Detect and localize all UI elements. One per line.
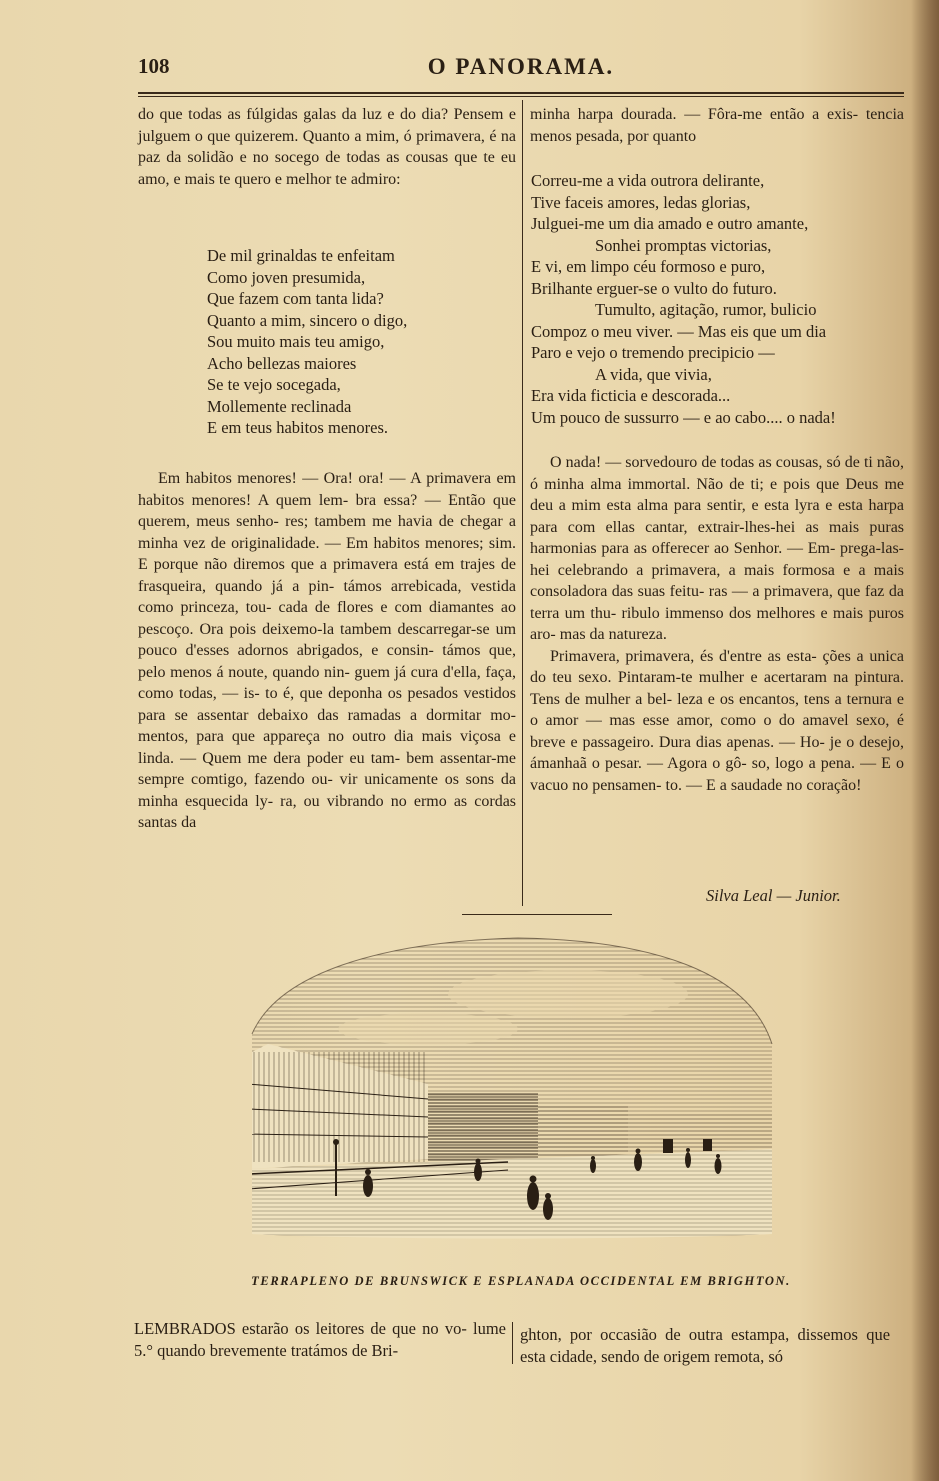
text-line: támos arrebicada, vestida como princeza, tou- <box>138 577 517 616</box>
poem-line: Que fazem com tanta lida? <box>207 289 384 308</box>
text-line: sim. E porque não diremos que a primavera <box>138 534 517 573</box>
left-poem <box>207 245 407 439</box>
text-line: viçosa e linda. — Quem me dera poder eu tam- <box>138 728 517 767</box>
text-line: ghton, por occasião de outra estampa, dissemos <box>520 1325 858 1344</box>
text-line: ra, ou vibrando no ermo as cordas santas da <box>138 792 517 831</box>
text-line: bem assentar-me sempre comtigo, fazendo ou- <box>138 749 516 788</box>
poem-line: Um pouco de sussurro — e ao cabo.... o nada! <box>531 407 836 427</box>
column-divider-bottom <box>512 1322 513 1364</box>
text-line: mim, ó primavera, é na paz da solidão e no <box>138 127 517 166</box>
text-line: vez de originalidade. — Em habitos menores; <box>183 534 484 552</box>
brighton-engraving-illustration <box>248 934 776 1240</box>
text-line: tencia menos pesada, por quanto <box>530 106 905 145</box>
text-line: mentos, para que appareça no outro dia mais <box>138 728 452 745</box>
text-line: bra essa? — Então que querem, meus senho- <box>138 491 517 530</box>
text-line: prega-las-hei celebrando a primavera, a mais <box>530 540 904 579</box>
poem-line: Era vida ficticia e descorada... <box>531 386 731 405</box>
text-line: lume 5.° quando brevemente tratámos de Bri- <box>134 1319 506 1360</box>
left-column-paragraph-2 <box>138 468 516 834</box>
text-line: LEMBRADOS estarão os leitores de que no vo- <box>134 1319 467 1338</box>
text-line: está em trajes de frasqueira, quando já a pin- <box>138 556 517 595</box>
text-line: je o desejo, ámanhaã o pesar. — Agora o gô- <box>530 733 905 772</box>
text-line: só de ti não, ó minha alma immortal. Não de <box>530 454 905 493</box>
poem-line: Correu-me a vida outrora delirante, <box>531 171 765 190</box>
right-column-paragraph-2 <box>530 452 904 796</box>
page-number: 108 <box>138 54 170 78</box>
text-line: assentar debaixo das ramadas a dormitar mo- <box>196 706 517 724</box>
text-line: cada de flores e com diamantes ao pescoço. <box>138 599 517 638</box>
header-rule-thin <box>138 96 904 97</box>
right-column-paragraph-1 <box>530 104 904 147</box>
poem-line: Paro e vejo o tremendo precipicio — <box>531 343 775 362</box>
binding-shadow <box>911 0 939 1481</box>
text-line: do que todas as fúlgidas galas da luz e do dia? <box>138 106 449 123</box>
text-line: um pouco d'esses adornos abrigados, e consin- <box>138 620 517 659</box>
illustration-caption: TERRAPLENO DE BRUNSWICK E ESPLANADA OCCIDENTAL EM BRIGHTON. <box>251 1274 791 1288</box>
poem-line: Sou muito mais teu amigo, <box>207 332 385 351</box>
text-line: ribulo immenso dos melhores e mais puros aro- <box>530 604 905 643</box>
text-line: — mas esse amor, como o do amavel sexo, é <box>585 712 905 729</box>
text-line: Primavera, primavera, és d'entre as esta- <box>550 647 817 665</box>
text-line: Pensem e julguem o que quizerem. Quanto a <box>138 106 517 145</box>
poem-line: Tumulto, agitação, rumor, bulicio <box>595 300 817 319</box>
left-column-paragraph-1 <box>138 104 516 190</box>
column-divider <box>522 100 523 906</box>
text-line: para sentir, e esta lyra e esta harpa para com <box>530 497 904 536</box>
poem-line: Acho bellezas maiores <box>207 353 357 373</box>
text-line: primavera em habitos menores! A quem lem- <box>138 470 517 509</box>
text-line: res; tambem me havia de chegar a minha <box>138 513 517 552</box>
text-line: ras — a primavera, que faz da terra um thu- <box>530 583 904 622</box>
poem-line: E em teus habitos menores. <box>207 418 389 437</box>
poem-line: E vi, em limpo céu formoso e puro, <box>531 257 766 276</box>
poem-line: Mollemente reclinada <box>207 396 352 416</box>
text-line: e acertaram na pintura. Tens de mulher a bel- <box>530 669 904 708</box>
text-line: to. — E a saudade no coração! <box>665 776 862 794</box>
text-line: Ora pois deixemo-la tambem descarregar-se <box>199 620 490 638</box>
poem-line: Sonhei promptas victorias, <box>595 235 772 255</box>
text-line: ti; e pois que Deus me deu a mim esta alma <box>530 475 905 514</box>
poem-line: De mil grinaldas te enfeitam <box>207 246 395 265</box>
poem-line: Julguei-me um dia amado e outro amante, <box>531 214 809 233</box>
text-line: so, logo a pena. — E o vacuo no pensamen- <box>530 755 905 794</box>
text-line: támos que, pelo menos á noute, quando nin- <box>138 642 516 681</box>
text-line: guem já cura d'ella, faça, como todas, — is- <box>138 663 517 702</box>
text-line: harmonias para as offerecer ao Senhor. — Em- <box>530 540 836 557</box>
poem-line: Tive faceis amores, ledas glorias, <box>531 192 751 212</box>
text-line: mas da natureza. <box>559 626 667 643</box>
text-line: ções a unica do teu sexo. Pintaram-te mulher <box>530 647 904 686</box>
text-line: socego de todas as cousas que te eu amo, e <box>138 149 516 188</box>
text-line: to é, que deponha os pesados vestidos para se <box>138 685 516 724</box>
bottom-right-text <box>520 1324 890 1368</box>
poem-line: Se te vejo socegada, <box>207 375 341 394</box>
text-line: O nada! — sorvedouro de todas as cousas, <box>550 454 823 471</box>
poem-line: Quanto a mim, sincero o digo, <box>207 310 408 330</box>
right-poem <box>531 170 905 428</box>
author-signature: Silva Leal — Junior. <box>706 886 841 905</box>
page-header <box>138 52 904 92</box>
text-line: vir unicamente os sons da minha esquecida ly- <box>138 771 516 810</box>
text-line: breve e passageiro. Dura dias apenas. — Ho- <box>530 733 825 751</box>
section-rule <box>462 914 612 915</box>
text-line: minha harpa dourada. — Fôra-me então a exis- <box>530 106 859 123</box>
poem-line: Brilhante erguer-se o vulto do futuro. <box>531 278 777 298</box>
poem-line: A vida, que vivia, <box>595 364 712 384</box>
text-line: mais te quero e melhor te admiro: <box>184 170 401 188</box>
text-line: ellas cantar, extrair-lhes-hei as mais puras <box>605 518 905 536</box>
header-rule <box>138 92 904 94</box>
text-line: Em habitos menores! — Ora! ora! — A <box>158 470 421 487</box>
text-line: que esta cidade, sendo de origem remota, só <box>520 1325 891 1366</box>
text-line: leza e os encantos, tens a ternura e o amor <box>530 690 905 729</box>
masthead-title: O PANORAMA. <box>427 54 615 79</box>
text-line: formosa e a mais consoladora das suas feitu- <box>530 561 905 600</box>
poem-line: Como joven presumida, <box>207 267 366 287</box>
poem-line: Compoz o meu viver. — Mas eis que um dia <box>531 321 827 341</box>
bottom-left-text <box>134 1318 506 1362</box>
